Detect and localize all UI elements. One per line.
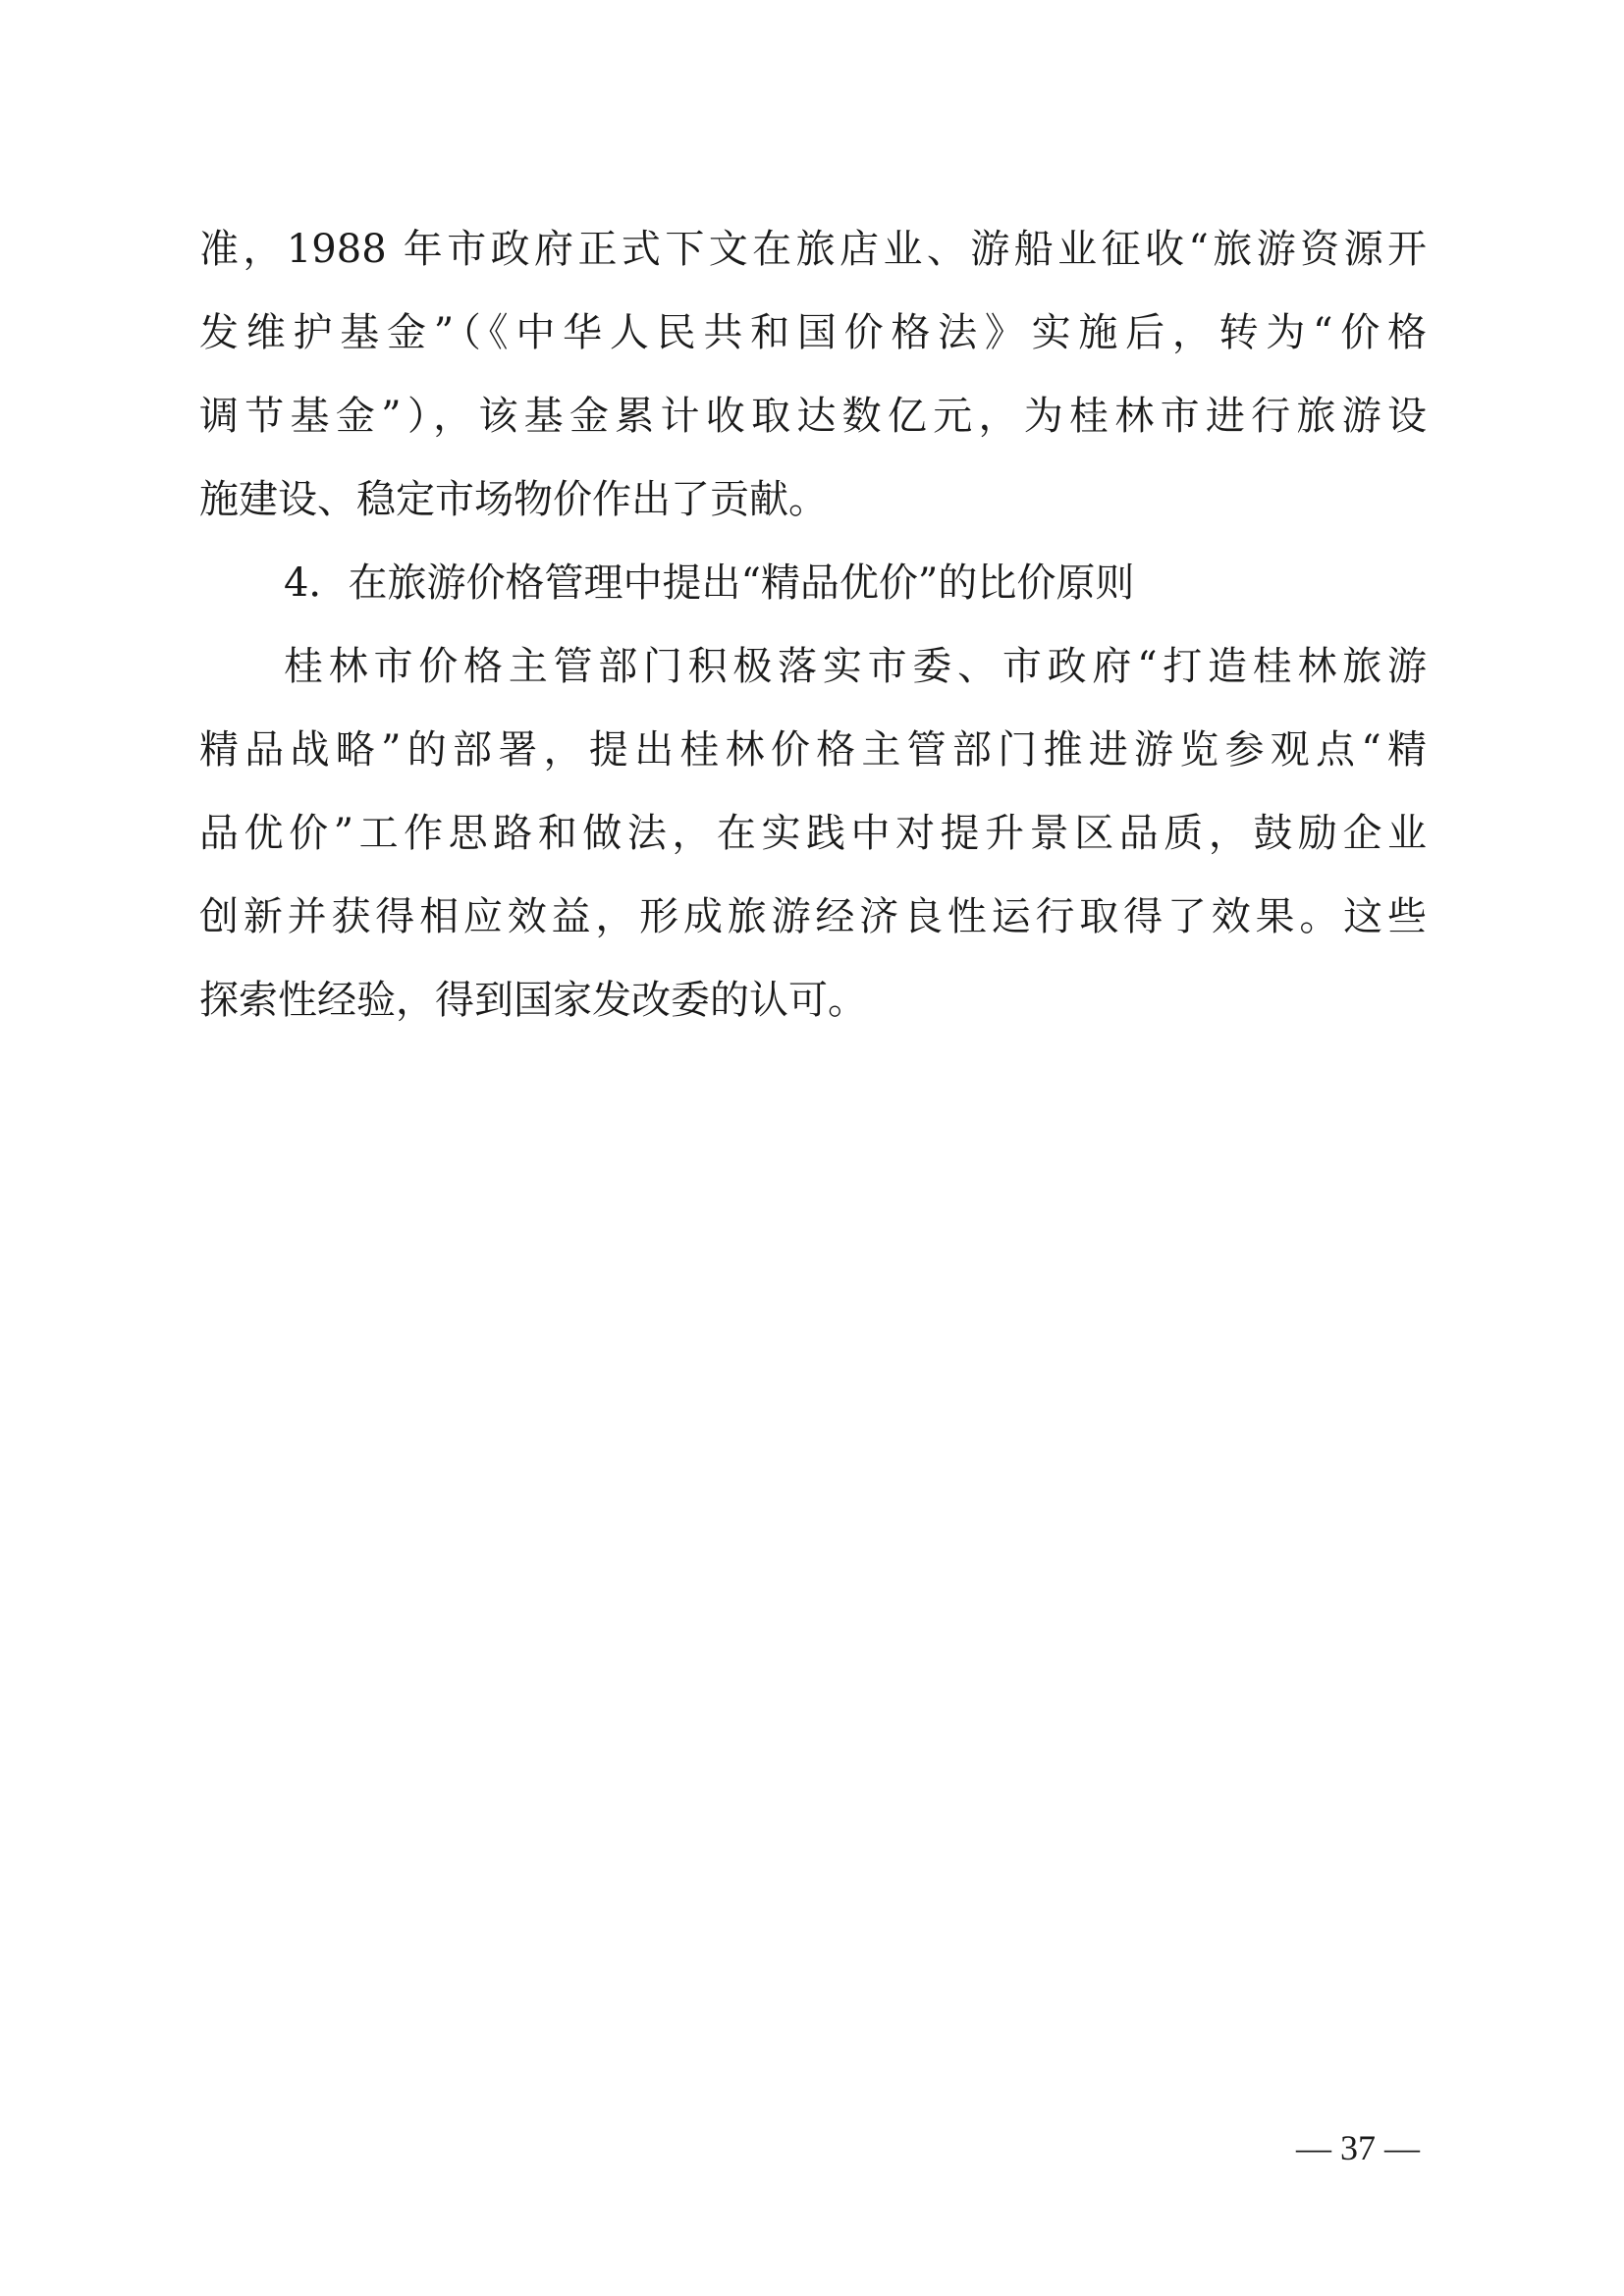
paragraph-1-line-4: 施建设、稳定市场物价作出了贡献。	[199, 477, 828, 522]
paragraph-2-line-5: 探索性经验，得到国家发改委的认可。	[199, 978, 867, 1023]
paragraph-2-line-1: 桂林市价格主管部门积极落实市委、市政府“打造桂林旅游	[284, 644, 1427, 689]
paragraph-2-line-4: 创新并获得相应效益，形成旅游经济良性运行取得了效果。这些	[199, 894, 1427, 939]
paragraph-2-line-3: 品优价”工作思路和做法，在实践中对提升景区品质，鼓励企业	[199, 811, 1427, 856]
paragraph-1-line-2: 发维护基金”（《中华人民共和国价格法》实施后，转为“价格	[199, 310, 1427, 355]
section-heading: 4．在旅游价格管理中提出“精品优价”的比价原则	[284, 561, 1135, 606]
paragraph-1-line-3: 调节基金”），该基金累计收取达数亿元，为桂林市进行旅游设	[199, 394, 1427, 439]
page-number: — 37 —	[1296, 2128, 1420, 2167]
paragraph-2-line-2: 精品战略”的部署，提出桂林价格主管部门推进游览参观点“精	[199, 727, 1427, 773]
paragraph-1-line-1: 准，1988 年市政府正式下文在旅店业、游船业征收“旅游资源开	[199, 227, 1427, 272]
